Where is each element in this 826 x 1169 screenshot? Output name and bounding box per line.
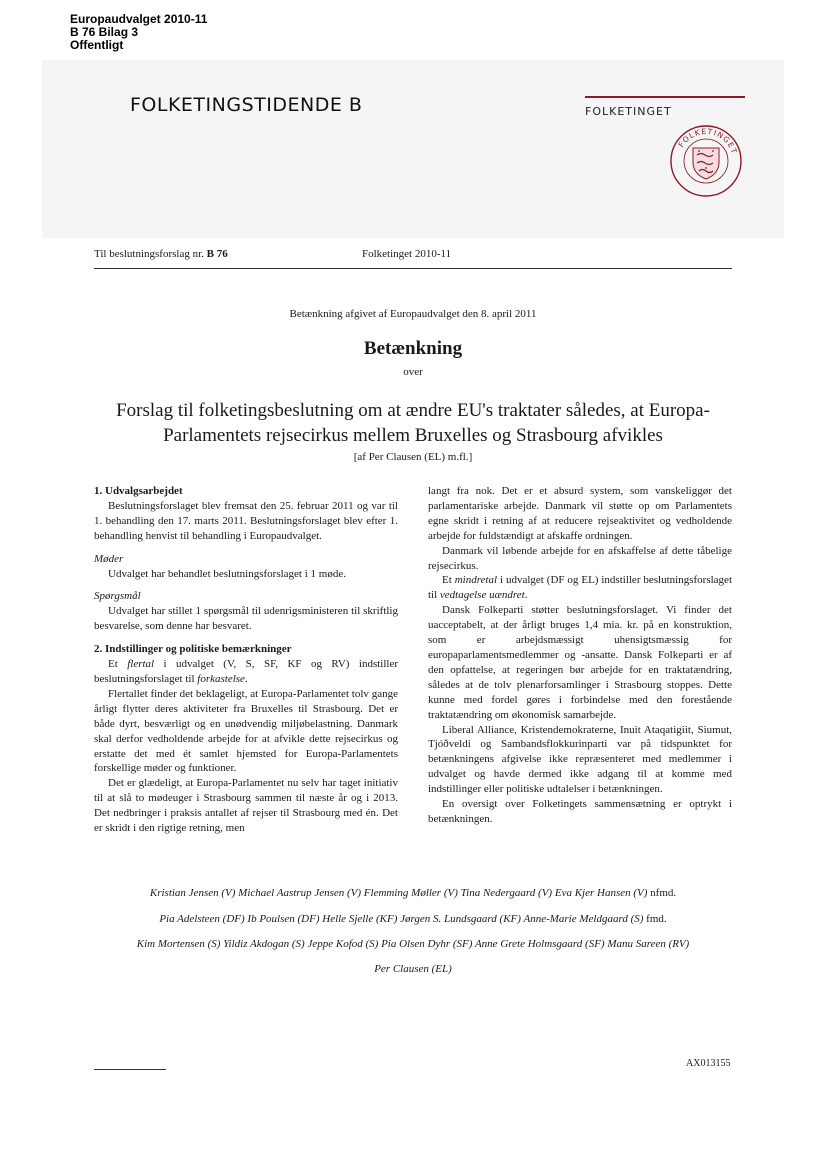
left-column: [94, 484, 398, 836]
unrepresented-parties-note: Liberal Alliance, Kristendemokraterne, Inuit Ataqatigiit, Siumut, Tjóðveldi og Sambandsflokkurinparti var på tidspunktet for betænkningens afgivelse ikke repræsenteret med medlemmer i udvalget og havde dermed ikke adgang til at komme med indstillinger eller politiske udtalelser i betænkningen.: [428, 723, 732, 796]
majority-paragraph-3: Danmark vil løbende arbejde for en afskaffelse af dette tåbelige rejsecirkus.: [428, 544, 732, 572]
institution-name: FOLKETINGET: [585, 105, 672, 118]
composition-note: En oversigt over Folketingets sammensætning er optrykt i betænkningen.: [428, 798, 732, 825]
subject-title: [0, 398, 826, 448]
document-code: AX013155: [686, 1058, 731, 1069]
signature-line-2: Pia Adelsteen (DF) Ib Poulsen (DF) Helle Sjelle (KF) Jørgen S. Lundsgaard (KF) Anne-Marie Meldgaard (S) fmd.: [159, 913, 667, 925]
accent-rule: [585, 96, 745, 98]
subject-line-1: Forslag til folketingsbeslutning om at ændre EU's traktater således, at Europa-: [116, 400, 710, 421]
signature-line-3: Kim Mortensen (S) Yildiz Akdogan (S) Jeppe Kofod (S) Pia Olsen Dyhr (SF) Anne Grete Holmsgaard (SF) Manu Sareen (RV): [136, 938, 690, 950]
stamp-committee: Europaudvalget 2010-11: [70, 12, 208, 26]
section-1-heading: 1. Udvalgsarbejdet: [94, 485, 183, 497]
moder-paragraph: Udvalget har behandlet beslutningsforslaget i 1 møde.: [108, 567, 346, 580]
moder-heading: Møder: [94, 552, 124, 565]
majority-paragraph-2: Det er glædeligt, at Europa-Parlamentet nu selv har taget initiativ til at slå to mødeuger i Strasbourg sammen til næste år og i 2013. Det nedbringer i praksis antallet af rejser til Strasbourg med én. Det er skridt i den rigtige retning, men: [94, 777, 398, 835]
folketinget-seal-icon: [669, 124, 743, 198]
stamp-status: Offentligt: [70, 38, 124, 52]
svg-text:FOLKETINGET: FOLKETINGET: [676, 126, 740, 156]
majority-paragraph-1: Flertallet finder det beklageligt, at Europa-Parlamentet tolv gange årligt flytter deres aktiviteter fra Bruxelles til Strasbourg. Det er både dyrt, besværligt og en unødvendig miljøbelastning. Danmark skal derfor vedholdende arbejde for at afvikle dette rejsecirkus og erstatte det med ét samlet hjemsted for Europa-Parlamentets forskellige møder og funktioner.: [94, 687, 398, 775]
proposal-reference: Til beslutningsforslag nr. B 76: [94, 248, 228, 260]
sporgsmaal-heading: Spørgsmål: [94, 590, 141, 603]
proposer-byline: [af Per Clausen (EL) m.fl.]: [353, 451, 473, 463]
sporgsmaal-paragraph: Udvalget har stillet 1 spørgsmål til udenrigsministeren til skriftlig besvarelse, som denne har besvaret.: [94, 605, 398, 633]
session-label: Folketinget 2010-11: [362, 248, 452, 260]
masthead-banner: [42, 60, 784, 238]
signature-line-4: Per Clausen (EL): [374, 963, 452, 975]
df-statement: Dansk Folkeparti støtter beslutningsforslaget. Vi finder det uacceptabelt, at der årligt bruges 1,4 mia. kr. på en konstruktion, som er arbejdsmæssigt uhensigtsmæssig for europaparlamentsmedlemmer og -ansatte. Dansk Folkeparti er af den opfattelse, at regeringen bør arbejde for en traktatændring, således at de tolv plenarforsamlinger i Strasbourg stoppes. Dette kunne med fordel gøres i forbindelse med den forestående traktatændring om økonomisk samarbejde.: [428, 604, 732, 721]
publication-title: FOLKETINGSTIDENDE B: [130, 94, 363, 116]
document-title: Betænkning: [363, 338, 463, 359]
over-label: over: [403, 366, 423, 378]
report-date-line: Betænkning afgivet af Europaudvalget den 8. april 2011: [289, 308, 537, 320]
document-stamp: [70, 13, 207, 52]
section-2-heading: 2. Indstillinger og politiske bemærkninger: [94, 643, 292, 656]
stamp-reference: B 76 Bilag 3: [70, 25, 139, 39]
section-1-paragraph: Beslutningsforslaget blev fremsat den 25. februar 2011 og var til 1. behandling den 17. marts 2011. Beslutningsforslaget blev efter 1. behandling henvist til behandling i Europaudvalget.: [94, 499, 398, 542]
majority-recommendation: Et flertal i udvalget (V, S, SF, KF og RV) indstiller beslutningsforslaget til forkastelse.: [94, 658, 398, 685]
majority-paragraph-continued: langt fra nok. Det er et absurd system, som vanskeliggør det parlamentariske arbejde. Danmark vil støtte op om Parlamentets egne skridt i retning af at reducere rejseaktivitet og vedholdende arbejde for fuldstændigt at afskaffe ordningen.: [428, 485, 732, 542]
header-divider: [94, 268, 732, 269]
right-column: [428, 484, 732, 827]
signature-line-1: Kristian Jensen (V) Michael Aastrup Jensen (V) Flemming Møller (V) Tina Nedergaard (V) Eva Kjer Hansen (V) nfmd.: [149, 887, 677, 899]
subject-line-2: Parlamentets rejsecirkus mellem Bruxelles og Strasbourg afvikles: [163, 425, 663, 446]
footnote-rule: [94, 1069, 166, 1070]
minority-recommendation: Et mindretal i udvalget (DF og EL) indstiller beslutningsforslaget til vedtagelse uændret.: [428, 574, 732, 602]
